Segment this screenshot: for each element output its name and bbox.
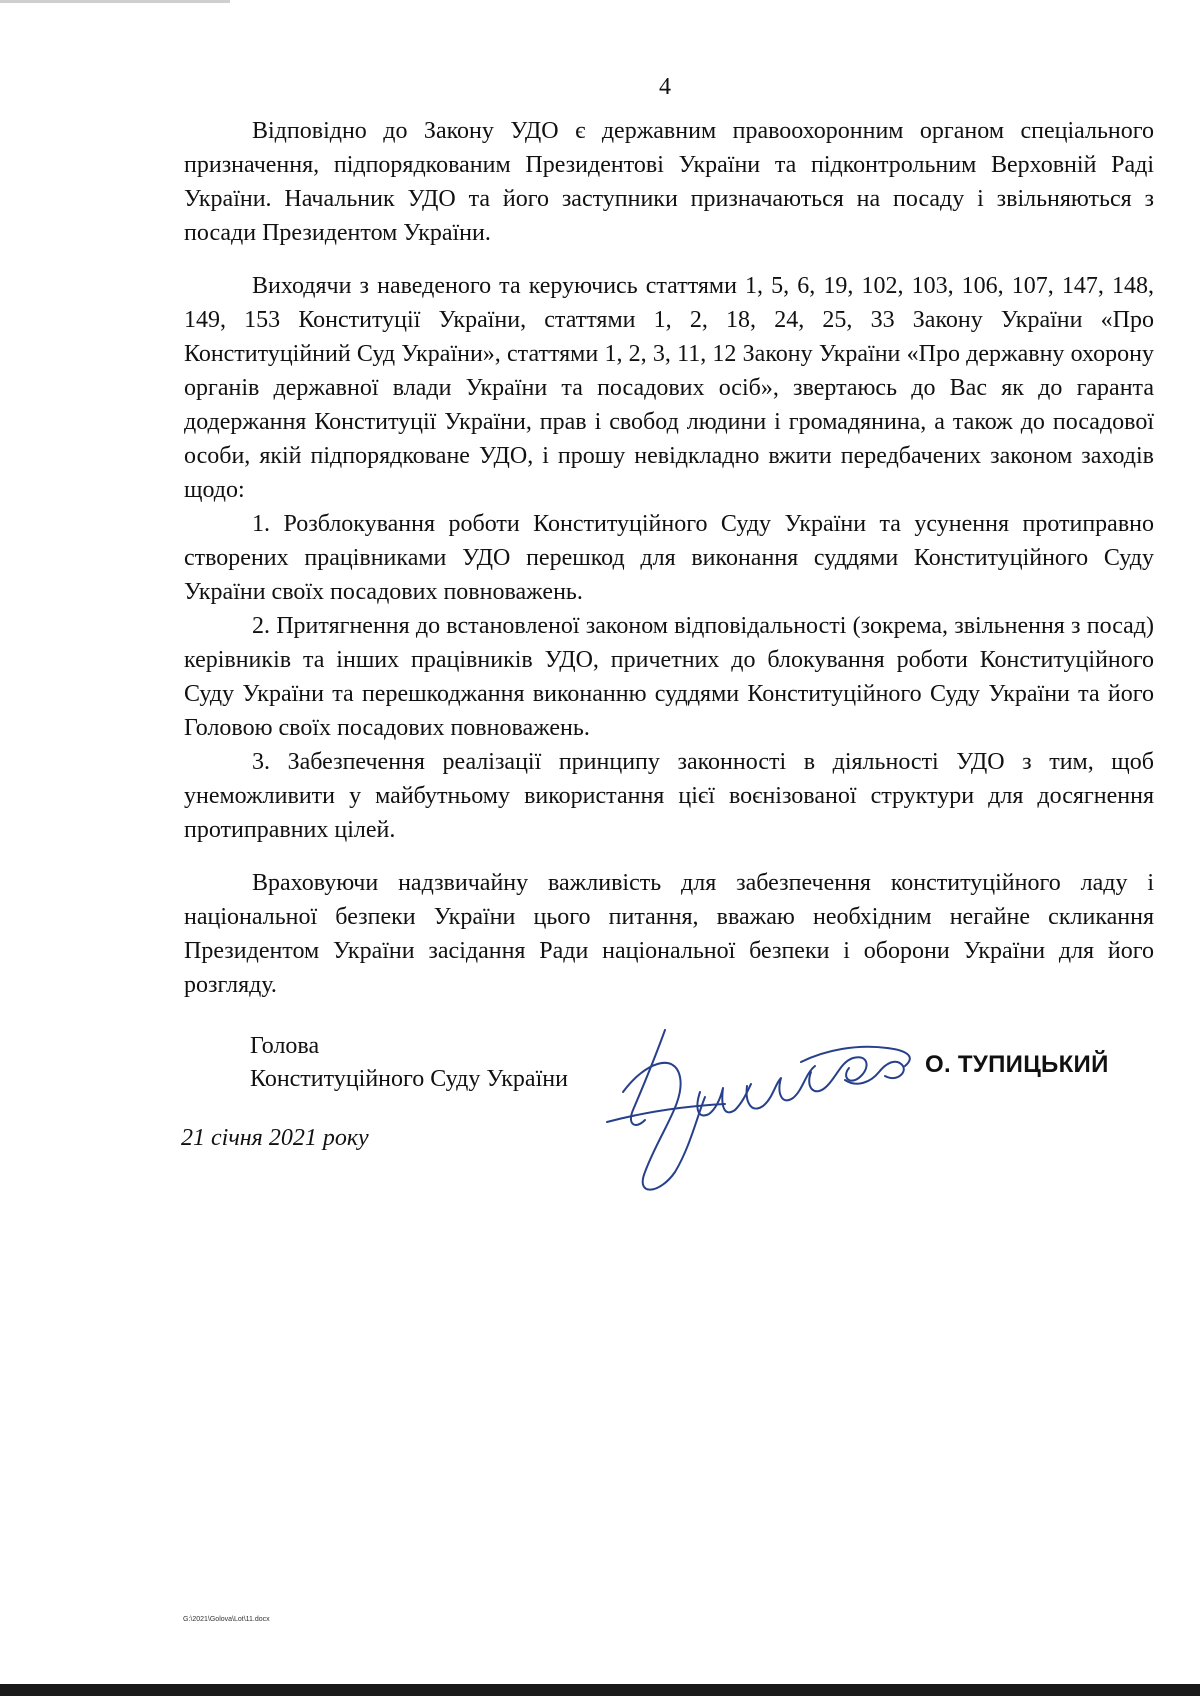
signer-name: О. ТУПИЦЬКИЙ (925, 1051, 1109, 1078)
page-number: 4 (659, 74, 671, 100)
scan-edge-bottom (0, 1684, 1200, 1696)
position-title: Голова (250, 1033, 320, 1059)
scan-edge-top (0, 0, 230, 3)
paragraph-request-2: 2. Притягнення до встановленої законом відповідальності (зокрема, звільнення з посад) керівників та інших працівників УДО, причетних до блокування роботи Конституційного Суду України та перешкоджання виконанню суддями Конституційного Суду України та його Головою своїх посадових повноважень. (184, 613, 1154, 741)
paragraph-conclusion: Враховуючи надзвичайну важливість для забезпечення конституційного ладу і національної безпеки України цього питання, вважаю необхідним негайне скликання Президентом України засідання Ради національної безпеки і оборони України для його розгляду. (184, 870, 1154, 998)
paragraph-request-3: 3. Забезпечення реалізації принципу законності в діяльності УДО з тим, щоб унеможливити у майбутньому використання цієї воєнізованої структури для досягнення протиправних цілей. (184, 749, 1154, 843)
file-path: G:\2021\Golova\Lot\11.docx (183, 1616, 270, 1623)
signature-position (250, 1030, 568, 1096)
letter-body (184, 114, 1154, 1002)
paragraph-request-1: 1. Розблокування роботи Конституційного Суду України та усунення протиправно створених працівниками УДО перешкод для виконання суддями Конституційного Суду України своїх посадових повноважень. (184, 511, 1154, 605)
paragraph-legal-basis: Виходячи з наведеного та керуючись статтями 1, 5, 6, 19, 102, 103, 106, 107, 147, 148, 149, 153 Конституції України, статтями 1, 2, 18, 24, 25, 33 Закону України «Про Конституційний Суд України», статтями 1, 2, 3, 11, 12 Закону України «Про державну охорону органів державної влади України та посадових осіб», звертаюсь до Вас як до гаранта додержання Конституції України, прав і свобод людини і громадянина, а також до посадової особи, якій підпорядковане УДО, і прошу невідкладно вжити передбачених законом заходів щодо: (184, 273, 1154, 503)
handwritten-signature (605, 1022, 935, 1197)
paragraph-udo-status: Відповідно до Закону УДО є державним правоохоронним органом спеціального призначення, підпорядкованим Президентові України та підконтрольним Верховній Раді України. Начальник УДО та його заступники призначаються на посаду і звільняються з посади Президентом України. (184, 118, 1154, 246)
position-organization: Конституційного Суду України (250, 1066, 568, 1092)
document-date: 21 січня 2021 року (181, 1125, 369, 1151)
